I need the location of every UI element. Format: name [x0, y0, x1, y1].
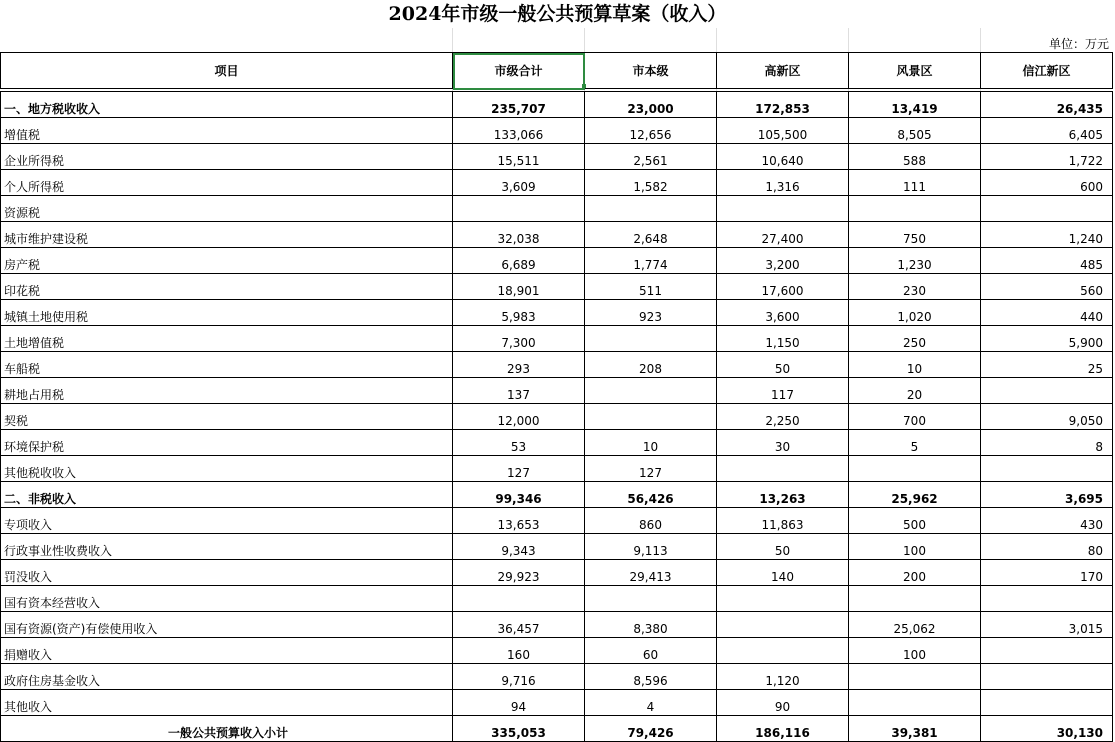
table-row — [1, 508, 1113, 534]
value-cell[interactable]: 440 — [981, 300, 1113, 326]
table-row — [1, 456, 1113, 482]
table-row — [1, 196, 1113, 222]
value-cell[interactable]: 430 — [981, 508, 1113, 534]
item-name-cell[interactable]: 城镇土地使用税 — [1, 300, 453, 326]
value-cell[interactable] — [717, 196, 849, 222]
value-cell[interactable]: 5,983 — [453, 300, 585, 326]
value-cell[interactable] — [453, 196, 585, 222]
header-cell-selected[interactable]: 市级合计 — [453, 53, 585, 91]
value-cell[interactable]: 860 — [585, 508, 717, 534]
item-name-cell[interactable]: 企业所得税 — [1, 144, 453, 170]
item-name-cell[interactable]: 契税 — [1, 404, 453, 430]
value-cell[interactable] — [981, 196, 1113, 222]
value-cell[interactable] — [453, 586, 585, 612]
value-cell[interactable]: 500 — [849, 508, 981, 534]
header-cell[interactable]: 项目 — [1, 53, 453, 91]
value-cell[interactable]: 923 — [585, 300, 717, 326]
value-cell[interactable]: 15,511 — [453, 144, 585, 170]
table-row — [1, 534, 1113, 560]
value-cell[interactable]: 335,053 — [453, 716, 585, 742]
value-cell[interactable]: 1,230 — [849, 248, 981, 274]
value-cell[interactable]: 2,561 — [585, 144, 717, 170]
item-name-cell[interactable]: 二、非税收入 — [1, 482, 453, 508]
table-row — [1, 482, 1113, 508]
value-cell[interactable]: 80 — [981, 534, 1113, 560]
value-cell[interactable] — [849, 690, 981, 716]
value-cell[interactable]: 160 — [453, 638, 585, 664]
value-cell[interactable]: 1,150 — [717, 326, 849, 352]
value-cell[interactable]: 10,640 — [717, 144, 849, 170]
value-cell[interactable]: 12,656 — [585, 118, 717, 144]
value-cell[interactable]: 99,346 — [453, 482, 585, 508]
value-cell[interactable]: 25 — [981, 352, 1113, 378]
value-cell[interactable]: 60 — [585, 638, 717, 664]
table-row — [1, 170, 1113, 196]
table-row — [1, 326, 1113, 352]
item-name-cell[interactable]: 捐赠收入 — [1, 638, 453, 664]
value-cell[interactable]: 137 — [453, 378, 585, 404]
table-row — [1, 274, 1113, 300]
value-cell[interactable]: 5,900 — [981, 326, 1113, 352]
value-cell[interactable] — [585, 378, 717, 404]
table-row — [1, 222, 1113, 248]
value-cell[interactable]: 1,020 — [849, 300, 981, 326]
table-row — [1, 716, 1113, 742]
table-row — [1, 90, 1113, 118]
value-cell[interactable] — [585, 404, 717, 430]
value-cell[interactable]: 3,200 — [717, 248, 849, 274]
sheet-title: 2024年市级一般公共预算草案（收入） — [388, 3, 727, 25]
value-cell[interactable]: 79,426 — [585, 716, 717, 742]
value-cell[interactable]: 5 — [849, 430, 981, 456]
table-row — [1, 586, 1113, 612]
table-row — [1, 638, 1113, 664]
header-cell[interactable]: 高新区 — [717, 53, 849, 91]
value-cell[interactable]: 127 — [585, 456, 717, 482]
value-cell[interactable]: 27,400 — [717, 222, 849, 248]
value-cell[interactable]: 105,500 — [717, 118, 849, 144]
item-name-cell[interactable]: 耕地占用税 — [1, 378, 453, 404]
table-row — [1, 144, 1113, 170]
value-cell[interactable]: 3,609 — [453, 170, 585, 196]
value-cell[interactable]: 100 — [849, 534, 981, 560]
value-cell[interactable]: 2,250 — [717, 404, 849, 430]
item-name-cell[interactable]: 资源税 — [1, 196, 453, 222]
item-name-cell[interactable]: 环境保护税 — [1, 430, 453, 456]
value-cell[interactable]: 133,066 — [453, 118, 585, 144]
value-cell[interactable] — [981, 378, 1113, 404]
item-name-cell[interactable]: 一、地方税收收入 — [1, 90, 453, 118]
value-cell[interactable]: 26,435 — [981, 90, 1113, 118]
value-cell[interactable]: 700 — [849, 404, 981, 430]
value-cell[interactable]: 9,343 — [453, 534, 585, 560]
value-cell[interactable]: 30,130 — [981, 716, 1113, 742]
value-cell[interactable]: 588 — [849, 144, 981, 170]
table-row — [1, 664, 1113, 690]
value-cell[interactable]: 29,413 — [585, 560, 717, 586]
value-cell[interactable]: 17,600 — [717, 274, 849, 300]
value-cell[interactable]: 90 — [717, 690, 849, 716]
item-name-cell[interactable]: 其他收入 — [1, 690, 453, 716]
value-cell[interactable]: 600 — [981, 170, 1113, 196]
value-cell[interactable]: 25,062 — [849, 612, 981, 638]
value-cell[interactable]: 235,707 — [453, 90, 585, 118]
value-cell[interactable]: 8,596 — [585, 664, 717, 690]
budget-table — [0, 52, 1113, 742]
value-cell[interactable] — [717, 638, 849, 664]
value-cell[interactable]: 2,648 — [585, 222, 717, 248]
value-cell[interactable] — [585, 586, 717, 612]
item-name-cell[interactable]: 政府住房基金收入 — [1, 664, 453, 690]
value-cell[interactable]: 250 — [849, 326, 981, 352]
value-cell[interactable]: 11,863 — [717, 508, 849, 534]
value-cell[interactable]: 750 — [849, 222, 981, 248]
value-cell[interactable]: 170 — [981, 560, 1113, 586]
value-cell[interactable]: 1,316 — [717, 170, 849, 196]
value-cell[interactable]: 10 — [849, 352, 981, 378]
table-row — [1, 378, 1113, 404]
value-cell[interactable]: 50 — [717, 352, 849, 378]
table-row — [1, 612, 1113, 638]
unit-label: 单位：万元 — [1048, 37, 1109, 51]
table-row — [1, 404, 1113, 430]
value-cell[interactable]: 30 — [717, 430, 849, 456]
value-cell[interactable] — [849, 664, 981, 690]
item-name-cell[interactable]: 土地增值税 — [1, 326, 453, 352]
value-cell[interactable]: 56,426 — [585, 482, 717, 508]
value-cell[interactable]: 20 — [849, 378, 981, 404]
value-cell[interactable]: 36,457 — [453, 612, 585, 638]
value-cell[interactable]: 32,038 — [453, 222, 585, 248]
value-cell[interactable]: 29,923 — [453, 560, 585, 586]
value-cell[interactable]: 13,263 — [717, 482, 849, 508]
value-cell[interactable]: 94 — [453, 690, 585, 716]
value-cell[interactable]: 23,000 — [585, 90, 717, 118]
item-name-cell[interactable]: 印花税 — [1, 274, 453, 300]
item-name-cell[interactable]: 增值税 — [1, 118, 453, 144]
value-cell[interactable]: 140 — [717, 560, 849, 586]
value-cell[interactable] — [585, 196, 717, 222]
value-cell[interactable]: 1,722 — [981, 144, 1113, 170]
item-name-cell[interactable]: 房产税 — [1, 248, 453, 274]
item-name-cell[interactable]: 车船税 — [1, 352, 453, 378]
value-cell[interactable] — [849, 196, 981, 222]
value-cell[interactable]: 1,120 — [717, 664, 849, 690]
value-cell[interactable]: 10 — [585, 430, 717, 456]
value-cell[interactable]: 3,015 — [981, 612, 1113, 638]
value-cell[interactable]: 8,505 — [849, 118, 981, 144]
value-cell[interactable]: 172,853 — [717, 90, 849, 118]
value-cell[interactable]: 6,689 — [453, 248, 585, 274]
value-cell[interactable] — [981, 664, 1113, 690]
table-row — [1, 248, 1113, 274]
value-cell[interactable]: 6,405 — [981, 118, 1113, 144]
header-row — [1, 53, 1113, 91]
value-cell[interactable] — [717, 612, 849, 638]
value-cell[interactable]: 293 — [453, 352, 585, 378]
item-name-cell[interactable]: 行政事业性收费收入 — [1, 534, 453, 560]
table-row — [1, 430, 1113, 456]
table-row — [1, 560, 1113, 586]
item-name-cell[interactable]: 国有资本经营收入 — [1, 586, 453, 612]
selection-fill-handle[interactable] — [582, 84, 586, 88]
item-name-cell[interactable]: 一般公共预算收入小计 — [1, 716, 453, 742]
header-cell[interactable]: 信江新区 — [981, 53, 1113, 91]
header-cell[interactable]: 风景区 — [849, 53, 981, 91]
value-cell[interactable]: 111 — [849, 170, 981, 196]
table-row — [1, 300, 1113, 326]
value-cell[interactable]: 186,116 — [717, 716, 849, 742]
value-cell[interactable]: 8 — [981, 430, 1113, 456]
value-cell[interactable]: 3,695 — [981, 482, 1113, 508]
value-cell[interactable]: 200 — [849, 560, 981, 586]
item-name-cell[interactable]: 其他税收收入 — [1, 456, 453, 482]
item-name-cell[interactable]: 城市维护建设税 — [1, 222, 453, 248]
value-cell[interactable] — [717, 456, 849, 482]
value-cell[interactable]: 3,600 — [717, 300, 849, 326]
value-cell[interactable]: 13,419 — [849, 90, 981, 118]
item-name-cell[interactable]: 专项收入 — [1, 508, 453, 534]
value-cell[interactable]: 18,901 — [453, 274, 585, 300]
value-cell[interactable] — [981, 586, 1113, 612]
value-cell[interactable]: 8,380 — [585, 612, 717, 638]
value-cell[interactable] — [981, 638, 1113, 664]
table-row — [1, 690, 1113, 716]
value-cell[interactable] — [849, 456, 981, 482]
value-cell[interactable]: 117 — [717, 378, 849, 404]
value-cell[interactable]: 127 — [453, 456, 585, 482]
item-name-cell[interactable]: 罚没收入 — [1, 560, 453, 586]
value-cell[interactable]: 1,240 — [981, 222, 1113, 248]
value-cell[interactable]: 1,774 — [585, 248, 717, 274]
value-cell[interactable]: 39,381 — [849, 716, 981, 742]
value-cell[interactable] — [849, 586, 981, 612]
table-row — [1, 118, 1113, 144]
value-cell[interactable]: 230 — [849, 274, 981, 300]
value-cell[interactable]: 12,000 — [453, 404, 585, 430]
table-row — [1, 352, 1113, 378]
value-cell[interactable]: 25,962 — [849, 482, 981, 508]
value-cell[interactable]: 53 — [453, 430, 585, 456]
value-cell[interactable]: 9,113 — [585, 534, 717, 560]
value-cell[interactable]: 9,716 — [453, 664, 585, 690]
value-cell[interactable]: 208 — [585, 352, 717, 378]
value-cell[interactable] — [717, 586, 849, 612]
header-cell[interactable]: 市本级 — [585, 53, 717, 91]
value-cell[interactable]: 50 — [717, 534, 849, 560]
value-cell[interactable] — [585, 326, 717, 352]
value-cell[interactable]: 560 — [981, 274, 1113, 300]
item-name-cell[interactable]: 个人所得税 — [1, 170, 453, 196]
value-cell[interactable]: 485 — [981, 248, 1113, 274]
value-cell[interactable]: 9,050 — [981, 404, 1113, 430]
value-cell[interactable]: 13,653 — [453, 508, 585, 534]
value-cell[interactable]: 1,582 — [585, 170, 717, 196]
value-cell[interactable]: 4 — [585, 690, 717, 716]
value-cell[interactable]: 100 — [849, 638, 981, 664]
value-cell[interactable]: 7,300 — [453, 326, 585, 352]
item-name-cell[interactable]: 国有资源(资产)有偿使用收入 — [1, 612, 453, 638]
value-cell[interactable]: 511 — [585, 274, 717, 300]
value-cell[interactable] — [981, 690, 1113, 716]
value-cell[interactable] — [981, 456, 1113, 482]
